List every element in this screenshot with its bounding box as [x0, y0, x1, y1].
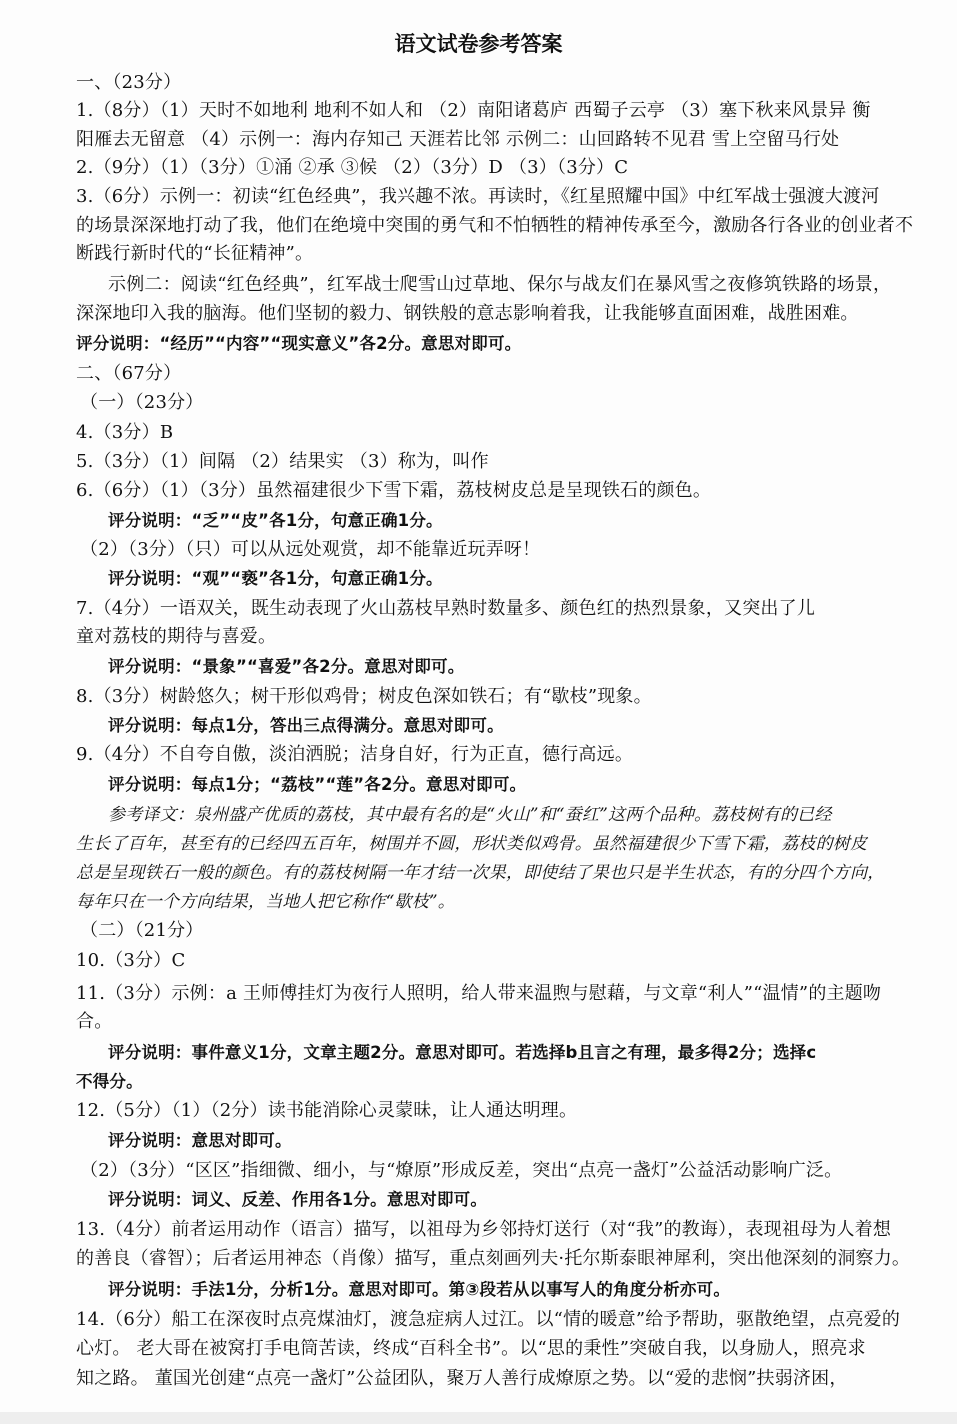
answer-line: 8.（3分）树龄悠久；树干形似鸡骨；树皮色深如铁石；有“歇枝”现象。 [76, 686, 652, 707]
scoring-note: 评分说明：事件意义1分，文章主题2分。意思对即可。若选择b且言之有理，最多得2分；选择c [108, 1043, 817, 1062]
answer-line: 4.（3分）B [76, 422, 174, 443]
answer-line: 合。 [76, 1011, 113, 1032]
subsection-heading: （一）（23分） [80, 392, 204, 413]
answer-line: 3.（6分）示例一：初读“红色经典”，我兴趣不浓。再读时，《红星照耀中国》中红军战士强渡大渡河 [76, 186, 880, 207]
answer-line: 10.（3分）C [76, 950, 186, 971]
answer-line: 断践行新时代的“长征精神”。 [76, 243, 314, 264]
scoring-note: 评分说明：“经历”“内容”“现实意义”各2分。意思对即可。 [76, 334, 522, 353]
answer-line: 5.（3分）（1）间隔 （2）结果实 （3）称为，叫作 [76, 451, 489, 472]
scoring-note: 评分说明：“景象”“喜爱”各2分。意思对即可。 [108, 657, 465, 676]
section-heading: 一、（23分） [76, 72, 182, 93]
scoring-note: 评分说明：词义、反差、作用各1分。意思对即可。 [108, 1190, 488, 1209]
scoring-note: 不得分。 [76, 1072, 143, 1091]
scoring-note: 评分说明：意思对即可。 [108, 1131, 292, 1150]
answer-line: 心灯。 老大哥在被窝打手电筒苦读，终成“百科全书”。以“思的秉性”突破自我，以身励人，照亮求 [76, 1338, 866, 1359]
answer-line: 12.（5分）（1）（2分）读书能消除心灵蒙昧，让人通达明理。 [76, 1100, 578, 1121]
scoring-note: 评分说明：每点1分，答出三点得满分。意思对即可。 [108, 716, 504, 735]
answer-line: 2.（9分）（1）（3分）①涌 ②承 ③候 （2）（3分）D （3）（3分）C [76, 157, 629, 178]
answer-line: 9.（4分）不自夸自傲，淡泊洒脱；洁身自好，行为正直，德行高远。 [76, 744, 634, 765]
answer-line: 知之路。 董国光创建“点亮一盏灯”公益团队，聚万人善行成燎原之势。以“爱的悲悯”扶弱济困， [76, 1368, 848, 1389]
answer-line: 阳雁去无留意 （4）示例一：海内存知己 天涯若比邻 示例二：山回路转不见君 雪上空留马行处 [76, 129, 840, 150]
document-title: 语文试卷参考答案 [394, 31, 563, 56]
answer-line: （2）（3分）“区区”指细微、细小，与“燎原”形成反差，突出“点亮一盏灯”公益活动影响广泛。 [80, 1160, 843, 1181]
answer-line: 7.（4分）一语双关，既生动表现了火山荔枝早熟时数量多、颜色红的热烈景象，又突出了儿 [76, 598, 816, 619]
translation-line: 生长了百年，甚至有的已经四五百年，树围并不圆，形状类似鸡骨。虽然福建很少下雪下霜，荔枝的树皮 [76, 834, 868, 854]
answer-line: 示例二：阅读“红色经典”，红军战士爬雪山过草地、保尔与战友们在暴风雪之夜修筑铁路的场景， [108, 274, 892, 295]
answer-line: 13.（4分）前者运用动作（语言）描写，以祖母为乡邻持灯送行（对“我”的教诲），表现祖母为人着想 [76, 1219, 892, 1240]
scoring-note: 评分说明：手法1分，分析1分。意思对即可。第③段若从以事写人的角度分析亦可。 [108, 1280, 731, 1299]
scoring-note: 评分说明：“观”“亵”各1分，句意正确1分。 [108, 569, 443, 588]
translation-line: 每年只在一个方向结果，当地人把它称作“歇枝”。 [76, 892, 455, 912]
translation-line: 总是呈现铁石一般的颜色。有的荔枝树隔一年才结一次果，即使结了果也只是半生状态，有的分四个方向， [76, 863, 885, 883]
answer-line: 的场景深深地打动了我，他们在绝境中突围的勇气和不怕牺牲的精神传承至今，激励各行各业的创业者不 [76, 215, 914, 236]
subsection-heading: （二）（21分） [80, 920, 204, 941]
scoring-note: 评分说明：“乏”“皮”各1分，句意正确1分。 [108, 511, 443, 530]
answer-line: 11.（3分）示例：a 王师傅挂灯为夜行人照明，给人带来温煦与慰藉，与文章“利人”“温情”的主题吻 [76, 983, 882, 1004]
answer-line: 深深地印入我的脑海。他们坚韧的毅力、钢铁般的意志影响着我，让我能够直面困难，战胜困难。 [76, 303, 859, 324]
page-bottom-edge [0, 1412, 957, 1424]
answer-line: 14.（6分）船工在深夜时点亮煤油灯，渡急症病人过江。以“情的暖意”给予帮助，驱散绝望，点亮爱的 [76, 1309, 901, 1330]
answer-line: 1.（8分）（1）天时不如地利 地利不如人和 （2）南阳诸葛庐 西蜀子云亭 （3）塞下秋来风景异 衡 [76, 100, 871, 121]
answer-line: 6.（6分）（1）（3分）虽然福建很少下雪下霜，荔枝树皮总是呈现铁石的颜色。 [76, 480, 712, 501]
translation-line: 参考译文：泉州盛产优质的荔枝，其中最有名的是“火山”和“蚕红”这两个品种。荔枝树有的已经 [108, 805, 832, 825]
section-heading: 二、（67分） [76, 363, 182, 384]
scoring-note: 评分说明：每点1分；“荔枝”“莲”各2分。意思对即可。 [108, 775, 527, 794]
answer-line: 的善良（睿智）；后者运用神态（肖像）描写，重点刻画列夫·托尔斯泰眼神犀利，突出他深刻的洞察力。 [76, 1248, 911, 1269]
answer-line: 童对荔枝的期待与喜爱。 [76, 626, 277, 647]
answer-line: （2）（3分）（只）可以从远处观赏，却不能靠近玩弄呀！ [80, 539, 541, 560]
